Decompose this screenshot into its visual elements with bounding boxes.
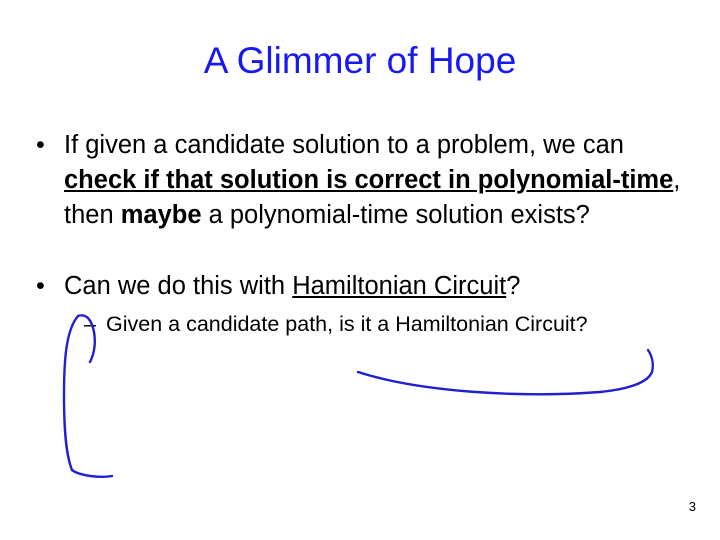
sub-bullet-text: Given a candidate path, is it a Hamiltonian Circuit? [106,312,588,336]
bullet-segment: ? [506,272,521,300]
sub-bullet-item [84,310,686,339]
page-number: 3 [688,499,696,514]
bullet-spacer [36,233,686,269]
sub-bullet-marker: – [84,312,96,336]
bullet-segment: a polynomial-time solution exists? [201,201,590,229]
bullet-segment: , then [64,166,681,229]
bullet-marker: • [36,131,45,159]
bullet-text [64,128,686,233]
bullet-text [64,269,686,304]
bullet-marker: • [36,272,45,300]
bullet-segment-underline: Hamiltonian Circuit [292,272,507,300]
bullet-segment: If given a candidate solution to a problem, we can [64,131,624,159]
bullet-item [36,128,686,233]
bullet-item [36,269,686,304]
bullet-segment: Can we do this with [64,272,293,300]
bullet-segment-emphasis: check if that solution is correct in polynomial-time [64,166,674,194]
page-title: A Glimmer of Hope [203,40,517,81]
slide-body [36,128,686,339]
bullet-segment-strong: maybe [120,201,202,229]
